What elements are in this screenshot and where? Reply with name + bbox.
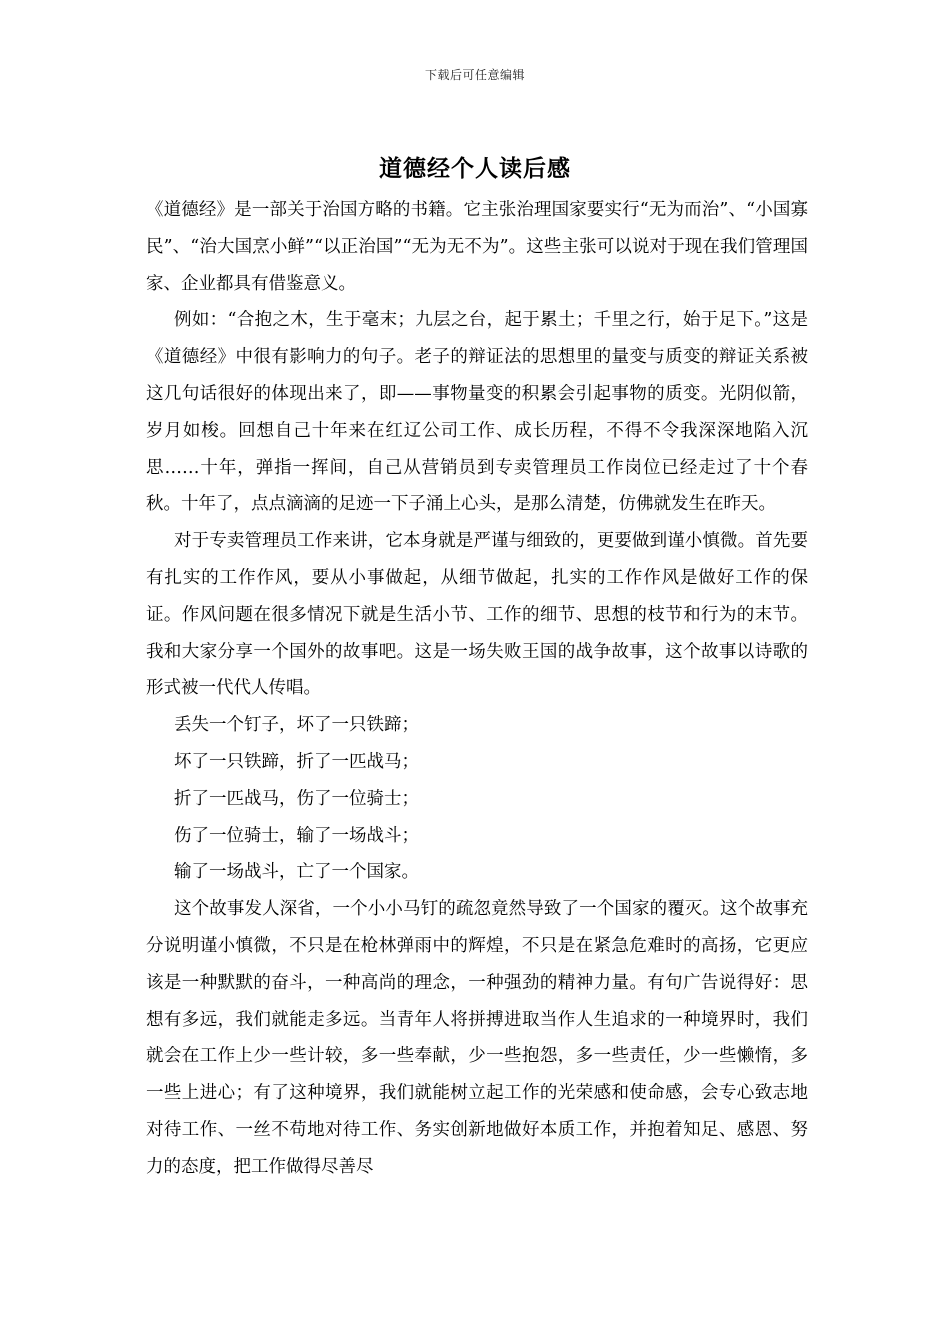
poem-line: 折了一匹战马，伤了一位骑士；	[174, 788, 419, 809]
document-body	[146, 192, 808, 1186]
document-title: 道德经个人读后感	[379, 155, 571, 182]
paragraph-intro: 《道德经》是一部关于治国方略的书籍。它主张治理国家要实行“无为而治”、“小国寡民”、“治大国烹小鲜”“以正治国”“无为无不为”。这些主张可以说对于现在我们管理国家、企业都具有借鉴意义。	[146, 200, 808, 294]
paragraph-work-style: 对于专卖管理员工作来讲，它本身就是严谨与细致的，更要做到谨小慎微。首先要有扎实的工作作风，要从小事做起，从细节做起，扎实的工作作风是做好工作的保证。作风问题在很多情况下就是生活小节、工作的细节、思想的枝节和行为的末节。我和大家分享一个国外的故事吧。这是一场失败王国的战争故事，这个故事以诗歌的形式被一代代人传唱。	[146, 531, 808, 699]
poem-line: 丢失一个钉子，坏了一只铁蹄；	[174, 715, 419, 736]
paragraph-closing: 这个故事发人深省，一个小小马钉的疏忽竟然导致了一个国家的覆灭。这个故事充分说明谨小慎微，不只是在枪林弹雨中的辉煌，不只是在紧急危难时的高扬，它更应该是一种默默的奋斗，一种高尚的理念，一种强劲的精神力量。有句广告说得好：思想有多远，我们就能走多远。当青年人将拼搏进取当作人生追求的一种境界时，我们就会在工作上少一些计较，多一些奉献，少一些抱怨，多一些责任，少一些懒惰，多一些上进心；有了这种境界，我们就能树立起工作的光荣感和使命感，会专心致志地对待工作、一丝不苟地对待工作、务实创新地做好本质工作，并抱着知足、感恩、努力的态度，把工作做得尽善尽	[146, 899, 808, 1177]
poem-line: 输了一场战斗，亡了一个国家。	[174, 862, 419, 883]
poem-line: 坏了一只铁蹄，折了一匹战马；	[174, 751, 419, 772]
poem-line: 伤了一位骑士，输了一场战斗；	[174, 825, 419, 846]
paragraph-example: 例如：“合抱之木，生于毫末；九层之台，起于累土；千里之行，始于足下。”这是《道德经》中很有影响力的句子。老子的辩证法的思想里的量变与质变的辩证关系被这几句话很好的体现出来了，即——事物量变的积累会引起事物的质变。光阴似箭，岁月如梭。回想自己十年来在红辽公司工作、成长历程，不得不令我深深地陷入沉思……十年，弹指一挥间，自己从营销员到专卖管理员工作岗位已经走过了十个春秋。十年了，点点滴滴的足迹一下子涌上心头，是那么清楚，仿佛就发生在昨天。	[146, 310, 808, 515]
page-header-note: 下载后可任意编辑	[424, 68, 525, 82]
